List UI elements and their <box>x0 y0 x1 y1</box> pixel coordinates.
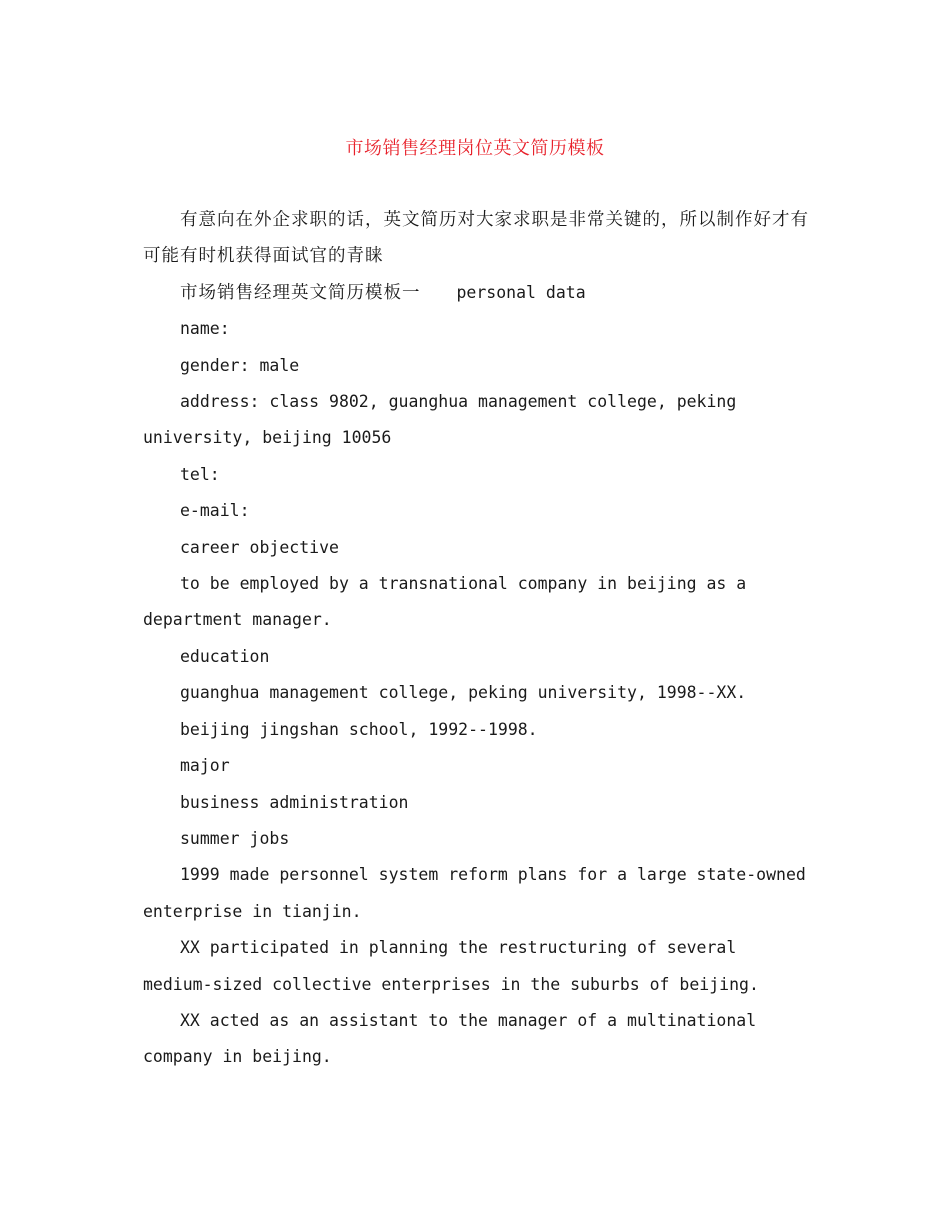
career-objective-text: to be employed by a transnational company in beijing as a department manager. <box>143 574 747 630</box>
line-name: name: <box>180 319 230 339</box>
line-address: address: class 9802, guanghua management college, peking university, beijing 10056 <box>143 392 737 448</box>
section-heading-en: personal data <box>456 282 586 302</box>
education-item: guanghua management college, peking university, 1998--XX. <box>180 683 747 703</box>
line-gender: gender: male <box>180 355 300 375</box>
line-email: e-mail: <box>180 501 250 521</box>
document-body <box>143 202 813 1076</box>
heading-major: major <box>180 756 230 776</box>
summer-job-item: 1999 made personnel system reform plans for a large state-owned enterprise in tianjin. <box>143 865 806 921</box>
heading-education: education <box>180 646 270 666</box>
education-item: beijing jingshan school, 1992--1998. <box>180 719 538 739</box>
major-text: business administration <box>180 792 409 812</box>
heading-career-objective: career objective <box>180 537 339 557</box>
section-heading-cn: 市场销售经理英文简历模板一 <box>180 282 421 303</box>
line-tel: tel: <box>180 464 220 484</box>
intro-paragraph: 有意向在外企求职的话，英文简历对大家求职是非常关键的，所以制作好才有可能有时机获得面试官的青睐 <box>143 210 809 267</box>
summer-job-item: XX participated in planning the restructuring of several medium-sized collective enterprises in the suburbs of beijing. <box>143 938 759 994</box>
section-heading <box>143 275 813 311</box>
summer-job-item: XX acted as an assistant to the manager of a multinational company in beijing. <box>143 1010 757 1067</box>
heading-summer-jobs: summer jobs <box>180 828 290 848</box>
document-title: 市场销售经理岗位英文简历模板 <box>345 138 605 159</box>
